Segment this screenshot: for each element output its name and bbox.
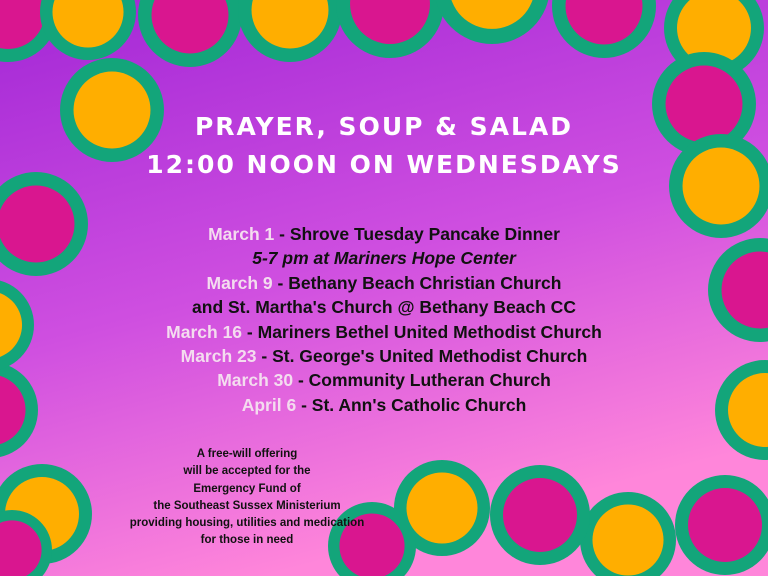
schedule-line (0, 246, 768, 270)
schedule-line (0, 393, 768, 417)
dot-center (592, 504, 663, 575)
dot-center (503, 478, 577, 552)
schedule-text: - Community Lutheran Church (297, 370, 551, 391)
schedule-date: April 6 (241, 394, 297, 415)
title-line-2: 12:00 NOON ON WEDNESDAYS (146, 150, 622, 179)
schedule-line (0, 271, 768, 295)
schedule-date: March 9 (206, 272, 273, 293)
offering-note (107, 446, 387, 550)
schedule-text: 5-7 pm at Mariners Hope Center (252, 248, 516, 269)
title-line-1: PRAYER, SOUP & SALAD (194, 112, 574, 141)
border-dot (490, 465, 590, 565)
dot-center (688, 488, 762, 562)
schedule-line (0, 222, 768, 246)
schedule-line (0, 368, 768, 392)
schedule-text: - Shrove Tuesday Pancake Dinner (279, 224, 560, 244)
schedule-line (0, 344, 768, 368)
offering-line: for those in need (200, 534, 294, 547)
offering-line: will be accepted for the (183, 465, 311, 478)
dot-center (406, 472, 477, 543)
offering-line: the Southeast Sussex Ministerium (153, 499, 341, 512)
offering-line: providing housing, utilities and medication (129, 517, 365, 530)
schedule-text: and St. Martha's Church @ Bethany Beach CC (192, 297, 576, 318)
schedule-text: - Mariners Bethel United Methodist Church (246, 321, 602, 342)
schedule-text: - St. George's United Methodist Church (261, 346, 588, 367)
schedule-date: March 1 (208, 224, 275, 244)
schedule-list (0, 222, 768, 417)
schedule-date: March 23 (180, 346, 257, 367)
schedule-line (0, 295, 768, 319)
schedule-date: March 16 (166, 321, 243, 342)
schedule-line (0, 320, 768, 344)
offering-line: A free-will offering (196, 448, 298, 460)
schedule-text: - St. Ann's Catholic Church (301, 394, 527, 415)
schedule-text: - Bethany Beach Christian Church (277, 272, 562, 293)
schedule-date: March 30 (217, 370, 294, 391)
offering-line: Emergency Fund of (193, 482, 301, 495)
